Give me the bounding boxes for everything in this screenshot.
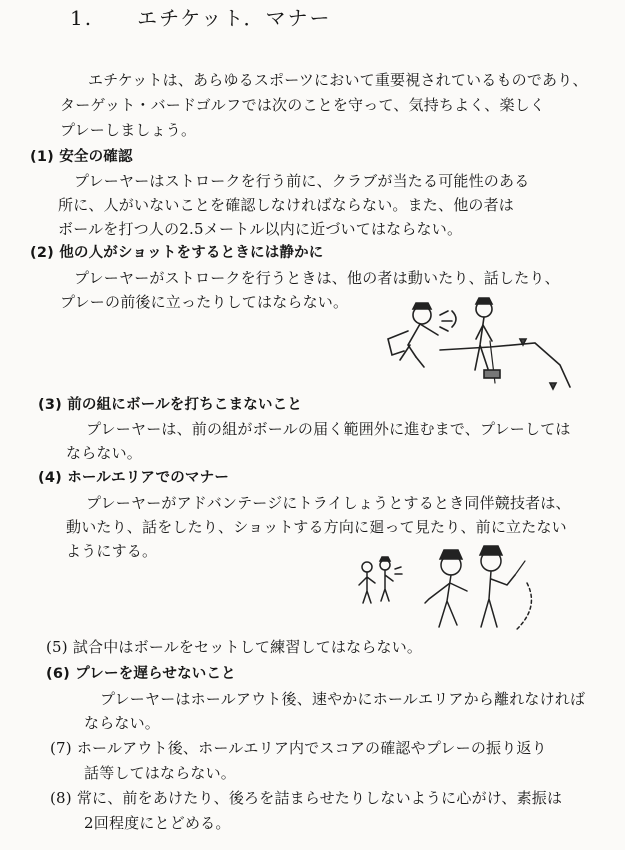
section-heading: (6) プレーを遅らせないこと bbox=[46, 666, 236, 682]
illustration-svg bbox=[355, 543, 555, 638]
section-body-line: ボールを打つ人の2.5メートル以内に近づいてはならない。 bbox=[58, 220, 463, 238]
section-heading: (1) 安全の確認 bbox=[30, 149, 133, 165]
section-body-line: ならない。 bbox=[84, 714, 161, 732]
section-body-line: プレーヤーがアドバンテージにトライしょうとするとき同伴競技者は、 bbox=[86, 494, 571, 512]
section-heading: (7) ホールアウト後、ホールエリア内でスコアの確認やプレーの振り返り bbox=[50, 739, 547, 757]
section-body-line: 動いたり、話をしたり、ショットする方向に廻って見たり、前に立たない bbox=[66, 518, 567, 536]
section-body-line: 話等してはならない。 bbox=[84, 764, 237, 782]
section-body-line: プレーヤーは、前の組がボールの届く範囲外に進むまで、プレーしては bbox=[86, 420, 571, 438]
page-title: 1. エチケット．マナー bbox=[70, 6, 332, 30]
section-body-line: プレーヤーはホールアウト後、速やかにホールエリアから離れなければ bbox=[100, 690, 586, 708]
section-heading: (4) ホールエリアでのマナー bbox=[38, 470, 230, 486]
section-body-line: ようにする。 bbox=[66, 542, 158, 560]
section-body-line: プレーヤーはストロークを行う前に、クラブが当たる可能性のある bbox=[74, 172, 530, 190]
intro-line: ターゲット・バードゴルフでは次のことを守って、気持ちよく、楽しく bbox=[60, 96, 546, 114]
section-body-line: 所に、人がいないことを確認しなければならない。また、他の者は bbox=[58, 196, 515, 214]
section-body-line: 2回程度にとどめる。 bbox=[84, 814, 231, 832]
section-body-line: プレーヤーがストロークを行うときは、他の者は動いたり、話したり、 bbox=[74, 269, 560, 287]
section-heading: (3) 前の組にボールを打ちこまないこと bbox=[38, 397, 303, 413]
illustration-svg bbox=[380, 295, 580, 400]
section-heading: (8) 常に、前をあけたり、後ろを詰まらせたりしないように心がけ、素振は bbox=[50, 789, 563, 807]
section-body-line: ならない。 bbox=[66, 444, 143, 462]
section-body-line: プレーの前後に立ったりしてはならない。 bbox=[60, 293, 349, 311]
intro-line: エチケットは、あらゆるスポーツにおいて重要視されているものであり、 bbox=[88, 71, 588, 89]
golfers-talking-during-stroke-illustration bbox=[380, 295, 580, 400]
section-heading: (5) 試合中はボールをセットして練習してはならない。 bbox=[46, 638, 423, 656]
intro-line: プレーしましょう。 bbox=[60, 121, 197, 139]
section-heading: (2) 他の人がショットをするときには静かに bbox=[30, 245, 324, 261]
golfers-distracting-at-hole-illustration bbox=[355, 543, 555, 638]
